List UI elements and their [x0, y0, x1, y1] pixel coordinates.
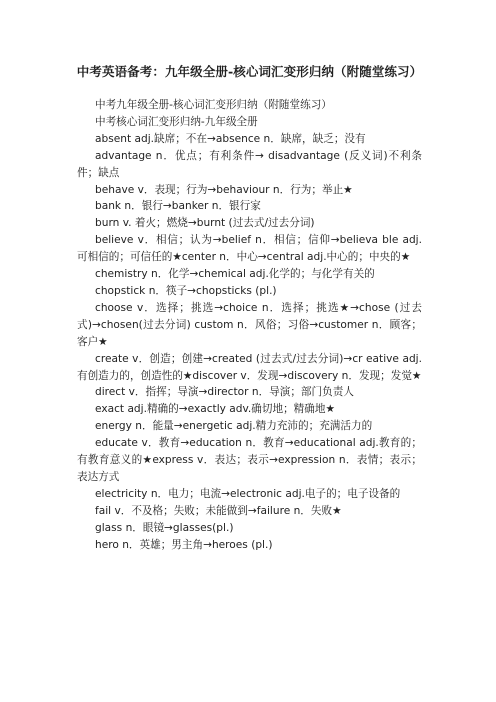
paragraph: electricity n．电力；电流→electronic adj.电子的；电子设备的 — [95, 487, 401, 500]
paragraph: 中考核心词汇变形归纳-九年级全册 — [95, 115, 258, 128]
paragraph: exact adj.精确的→exactly adv.确切地；精确地★ — [95, 403, 335, 416]
paragraph: educate v．教育→education n．教育→educational adj.教育的；有教育意义的★express v．表达；表示→expression n．表情；表示；表达方式 — [77, 437, 422, 483]
paragraph: energy n．能量→energetic adj.精力充沛的；充满活力的 — [95, 420, 373, 433]
paragraph: create v．创造；创建→created (过去式/过去分词)→cr eative adj.有创造力的，创造性的★discover v．发现→discovery n．发现；发觉★ — [77, 352, 422, 382]
paragraph: chopstick n．筷子→chopsticks (pl.) — [95, 284, 277, 297]
paragraph: bank n．银行→banker n．银行家 — [95, 200, 261, 213]
paragraph: 中考九年级全册-核心词汇变形归纳（附随堂练习） — [95, 99, 332, 111]
paragraph: chemistry n．化学→chemical adj.化学的；与化学有关的 — [95, 268, 375, 281]
paragraph: direct v．指挥；导演→director n．导演；部门负责人 — [95, 386, 354, 399]
paragraph: burn v. 着火；燃烧→burnt (过去式/过去分词) — [95, 217, 315, 230]
paragraph: fail v．不及格；失败；未能做到→failure n．失败★ — [95, 504, 342, 517]
paragraph: believe v．相信；认为→belief n．相信；信仰→believa ble adj. 可相信的；可信任的★center n．中心→central adj.中心的；中央的★ — [77, 234, 422, 264]
document-title: 中考英语备考：九年级全册-核心词汇变形归纳（附随堂练习） — [76, 64, 423, 79]
paragraph: glass n．眼镜→glasses(pl.) — [95, 521, 234, 534]
document-body — [77, 97, 422, 553]
paragraph: absent adj.缺席；不在→absence n．缺席，缺乏；没有 — [95, 132, 366, 145]
paragraph: choose v．选择；挑选→choice n．选择；挑选★→chose (过去式)→chosen(过去分词) custom n．风俗；习俗→customer n．顾客；客户★ — [77, 301, 422, 348]
paragraph: hero n．英雄；男主角→heroes (pl.) — [95, 538, 273, 551]
paragraph: behave v．表现；行为→behaviour n．行为；举止★ — [95, 183, 353, 196]
paragraph: advantage n．优点；有利条件→ disadvantage (反义词)不利条件；缺点 — [77, 149, 422, 179]
